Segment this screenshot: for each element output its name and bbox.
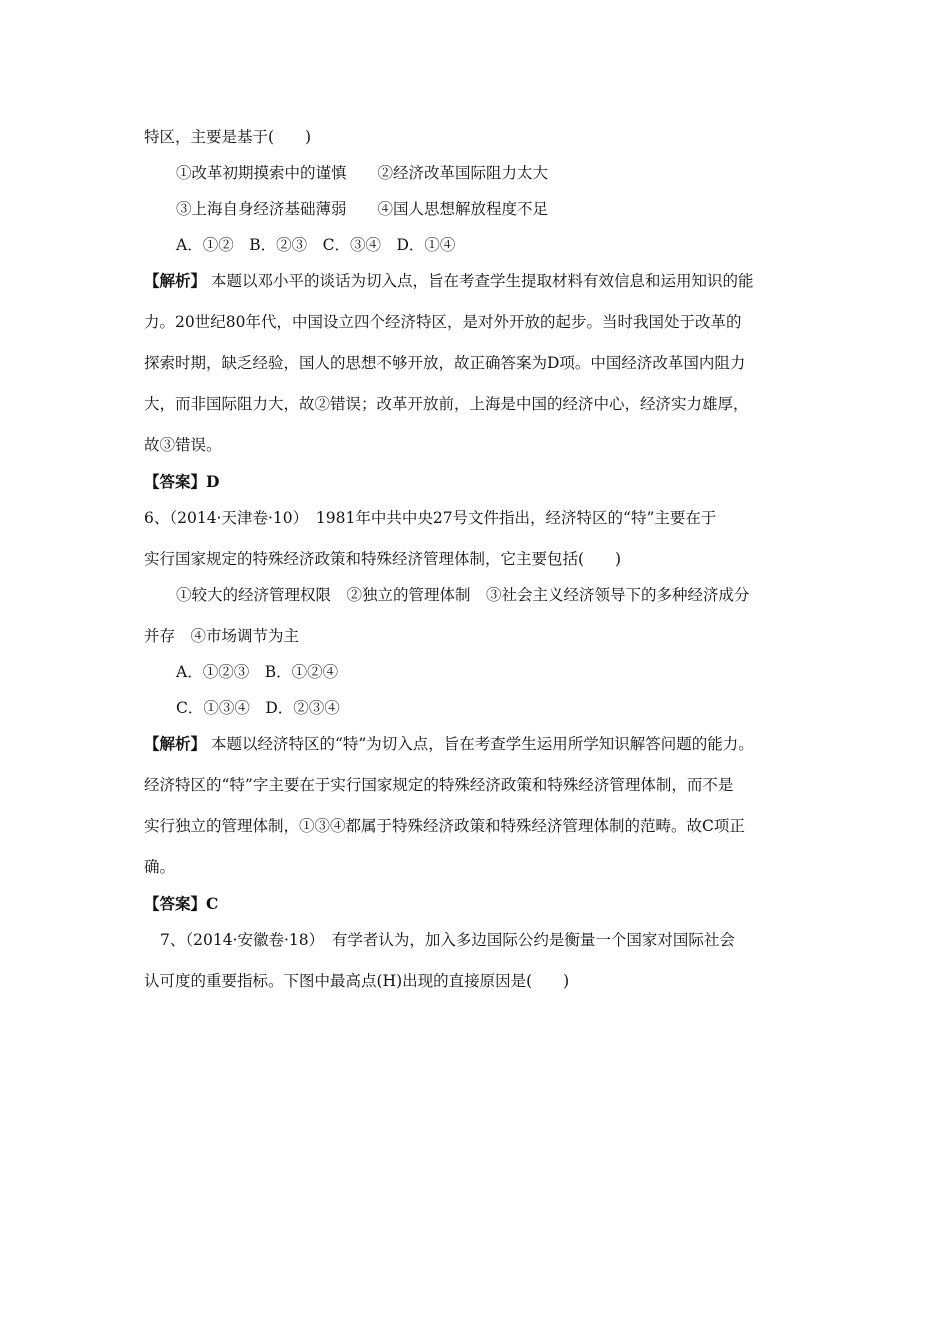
q5-analysis-line3: 探索时期，缺乏经验，国人的思想不够开放，故正确答案为D项。中国经济改革国内阻力 — [144, 354, 746, 372]
q5-options-line1: ①改革初期摸索中的谨慎 ②经济改革国际阻力太大 — [176, 164, 549, 182]
q6-analysis-line4: 确。 — [144, 858, 176, 876]
q6-analysis-text1: 本题以经济特区的“特”为切入点，旨在考查学生运用所学知识解答问题的能力。 — [210, 735, 754, 753]
q6-analysis-line2: 经济特区的“特”字主要在于实行国家规定的特殊经济政策和特殊经济管理体制，而不是 — [144, 776, 734, 794]
q5-analysis-line4: 大，而非国际阻力大，故②错误；改革开放前，上海是中国的经济中心，经济实力雄厚， — [144, 395, 749, 413]
q6-analysis-line1 — [144, 733, 754, 755]
q6-choices-line1: A．①②③ B．①②④ — [176, 663, 339, 681]
q5-stem-tail: 特区，主要是基于( ) — [144, 128, 312, 146]
q7-stem-line1: 7、（2014·安徽卷·18） 有学者认为，加入多边国际公约是衡量一个国家对国际社会 — [160, 931, 735, 949]
q5-analysis-line2: 力。20世纪80年代，中国设立四个经济特区，是对外开放的起步。当时我国处于改革的 — [144, 313, 742, 331]
q5-analysis-label: 【解析】 — [144, 271, 207, 290]
q5-analysis-line5: 故③错误。 — [144, 436, 222, 454]
q6-stem-line2: 实行国家规定的特殊经济政策和特殊经济管理体制，它主要包括( ) — [144, 550, 622, 568]
q6-answer: 【答案】C — [144, 894, 219, 913]
q6-options-line2: 并存 ④市场调节为主 — [144, 627, 300, 645]
q5-answer: 【答案】D — [144, 472, 220, 491]
q6-options-line1: ①较大的经济管理权限 ②独立的管理体制 ③社会主义经济领导下的多种经济成分 — [176, 586, 750, 604]
q5-analysis-line1 — [144, 270, 753, 292]
q7-stem-line2: 认可度的重要指标。下图中最高点(H)出现的直接原因是( ) — [144, 972, 570, 990]
q6-analysis-line3: 实行独立的管理体制，①③④都属于特殊经济政策和特殊经济管理体制的范畴。故C项正 — [144, 817, 745, 835]
q5-options-line2: ③上海自身经济基础薄弱 ④国人思想解放程度不足 — [176, 200, 549, 218]
q5-analysis-text1: 本题以邓小平的谈话为切入点，旨在考查学生提取材料有效信息和运用知识的能 — [210, 272, 754, 290]
q6-stem-line1: 6、（2014·天津卷·10） 1981年中共中央27号文件指出，经济特区的“特”主要在于 — [144, 509, 717, 527]
q5-choices: A．①② B．②③ C．③④ D．①④ — [176, 236, 456, 254]
q6-analysis-label: 【解析】 — [144, 734, 207, 753]
q6-choices-line2: C．①③④ D．②③④ — [176, 699, 340, 717]
